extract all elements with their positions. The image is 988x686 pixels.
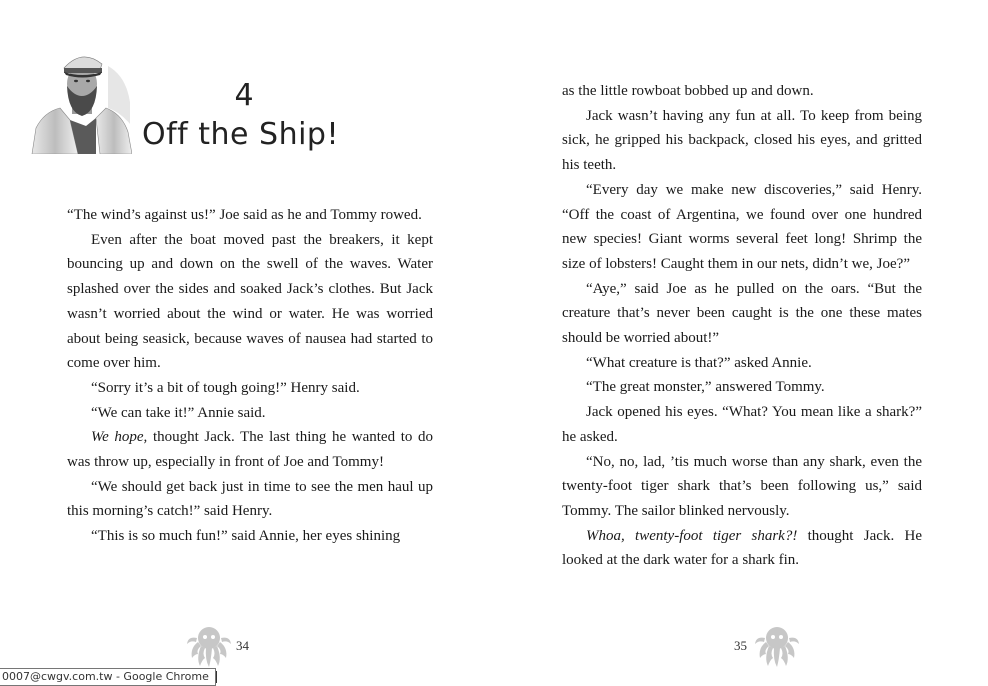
paragraph: “What creature is that?” asked Annie.: [586, 354, 812, 371]
italic-phrase: We hope,: [91, 429, 148, 446]
page-footer: [734, 624, 814, 668]
paragraph: [562, 524, 922, 573]
paragraph-text: thought Jack. The last thing he wanted to do was throw up, especially in front of Joe and Tommy!: [67, 429, 434, 471]
page-footer: [186, 624, 266, 668]
paragraph: as the little rowboat bobbed up and down.: [562, 83, 814, 99]
octopus-icon: [754, 624, 800, 668]
paragraph: “No, no, lad, ’tis much worse than any shark, even the twenty-foot tiger shark that’s been following us,” said Tommy. The sailor blinked nervously.: [562, 453, 922, 519]
paragraph: “Every day we make new discoveries,” said Henry. “Off the coast of Argentina, we found over one hundred new species! Giant worms several feet long! Shrimp the size of lobsters! Caught them in our nets, didn’t we, Joe?”: [562, 181, 922, 272]
paragraph: “The wind’s against us!” Joe said as he and Tommy rowed.: [67, 207, 422, 223]
left-page-text: [67, 203, 433, 549]
sailor-portrait-icon: [30, 46, 132, 154]
page-number: 34: [236, 638, 249, 653]
paragraph: [67, 425, 433, 474]
paragraph: Jack wasn’t having any fun at all. To keep from being sick, he gripped his backpack, closed his eyes, and gritted his teeth.: [562, 107, 922, 174]
taskbar-tooltip[interactable]: 0007@cwgv.com.tw - Google Chrome: [0, 668, 216, 686]
chapter-title: Off the Ship!: [142, 117, 340, 152]
paragraph: “We can take it!” Annie said.: [91, 404, 266, 421]
paragraph: Even after the boat moved past the breakers, it kept bouncing up and down on the swell of the waves. Water splashed over the sides and soaked Jack’s clothes. But Jack wasn’t worried about the wind or water. He was worried about being seasick, because waves of nausea had started to come over him.: [67, 231, 433, 372]
paragraph-text: thought Jack. He looked at the dark water for a shark fin.: [562, 527, 922, 569]
paragraph: “This is so much fun!” said Annie, her eyes shining: [91, 528, 401, 545]
chapter-number: 4: [234, 78, 254, 113]
paragraph: Jack opened his eyes. “What? You mean like a shark?” he asked.: [562, 404, 922, 445]
paragraph: “The great monster,” answered Tommy.: [586, 379, 825, 396]
octopus-icon: [186, 624, 232, 668]
page-number: 35: [734, 638, 747, 653]
text-cursor: [216, 671, 217, 683]
paragraph: “We should get back just in time to see the men haul up this morning’s catch!” said Henry.: [67, 478, 433, 520]
right-page-text: [562, 79, 922, 573]
left-page: [0, 0, 494, 684]
italic-phrase: Whoa, twenty-foot tiger shark?!: [586, 527, 798, 544]
paragraph: “Sorry it’s a bit of tough going!” Henry said.: [91, 379, 360, 396]
paragraph: “Aye,” said Joe as he pulled on the oars. “But the creature that’s never been caught is the one these mates should be worried about!”: [562, 280, 922, 347]
